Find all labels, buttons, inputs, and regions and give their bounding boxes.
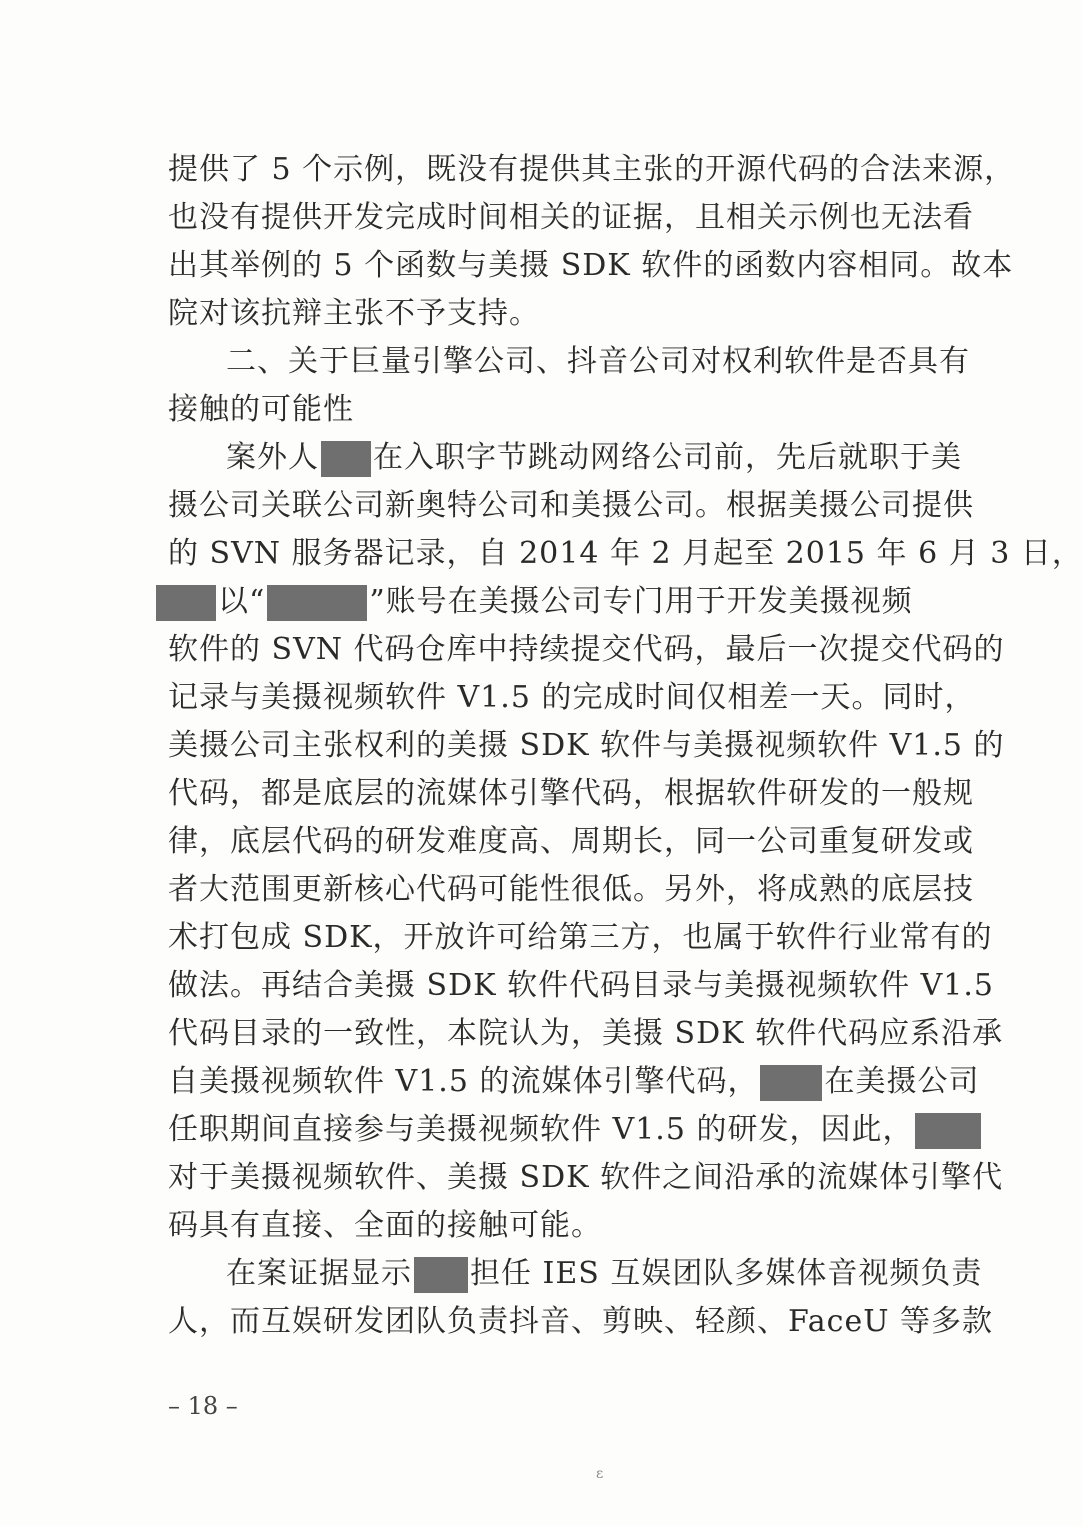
text-line: 律，底层代码的研发难度高、周期长，同一公司重复研发或	[168, 824, 974, 859]
text-line	[226, 1250, 983, 1298]
text-line: 术打包成 SDK，开放许可给第三方，也属于软件行业常有的	[168, 920, 993, 955]
text-line: 也没有提供开发完成时间相关的证据，且相关示例也无法看	[168, 200, 974, 235]
text-fragment: 担任 IES 互娱团队多媒体音视频负责	[470, 1256, 983, 1291]
section-heading-cont: 接触的可能性	[168, 392, 354, 427]
text-line: 院对该抗辩主张不予支持。	[168, 296, 540, 331]
page-number: – 18 –	[168, 1392, 238, 1420]
redaction-box	[414, 1257, 468, 1293]
text-fragment: 在案证据显示	[226, 1256, 412, 1291]
section-heading: 二、关于巨量引擎公司、抖音公司对权利软件是否具有	[226, 344, 970, 379]
text-line: 的 SVN 服务器记录，自 2014 年 2 月起至 2015 年 6 月 3 日，	[168, 536, 1083, 571]
text-line: 代码，都是底层的流媒体引擎代码，根据软件研发的一般规	[168, 776, 974, 811]
redaction-box	[760, 1065, 822, 1101]
text-fragment: 任职期间直接参与美摄视频软件 V1.5 的研发，因此，	[168, 1112, 914, 1147]
text-fragment: 自美摄视频软件 V1.5 的流媒体引擎代码，	[168, 1064, 759, 1099]
text-line: 人，而互娱研发团队负责抖音、剪映、轻颜、FaceU 等多款	[168, 1304, 994, 1339]
redaction-box	[915, 1113, 981, 1149]
text-fragment: 在美摄公司	[824, 1064, 980, 1099]
redaction-box	[321, 441, 371, 477]
bottom-mark: ɛ	[596, 1466, 604, 1482]
redaction-box	[156, 585, 216, 621]
text-line: 者大范围更新核心代码可能性很低。另外，将成熟的底层技	[168, 872, 974, 907]
text-line: 出其举例的 5 个函数与美摄 SDK 软件的函数内容相同。故本	[168, 248, 1014, 283]
text-fragment: 在入职字节跳动网络公司前，先后就职于美	[373, 440, 962, 475]
text-line: 记录与美摄视频软件 V1.5 的完成时间仅相差一天。同时，	[168, 680, 976, 715]
text-fragment: 以“	[218, 584, 266, 619]
text-line: 代码目录的一致性，本院认为，美摄 SDK 软件代码应系沿承	[168, 1016, 1004, 1051]
text-fragment: 案外人	[226, 440, 319, 475]
text-line	[168, 1058, 980, 1106]
text-line: 码具有直接、全面的接触可能。	[168, 1208, 602, 1243]
text-line: 软件的 SVN 代码仓库中持续提交代码，最后一次提交代码的	[168, 632, 1005, 667]
text-line: 美摄公司主张权利的美摄 SDK 软件与美摄视频软件 V1.5 的	[168, 728, 1005, 763]
text-line: 对于美摄视频软件、美摄 SDK 软件之间沿承的流媒体引擎代	[168, 1160, 1004, 1195]
text-line	[168, 1106, 914, 1154]
text-line	[168, 578, 913, 626]
text-line	[226, 434, 962, 482]
text-fragment: ”账号在美摄公司专门用于开发美摄视频	[369, 584, 913, 619]
text-line: 做法。再结合美摄 SDK 软件代码目录与美摄视频软件 V1.5	[168, 968, 994, 1003]
text-line: 摄公司关联公司新奥特公司和美摄公司。根据美摄公司提供	[168, 488, 974, 523]
redaction-box	[267, 585, 367, 621]
text-line: 提供了 5 个示例，既没有提供其主张的开源代码的合法来源，	[168, 152, 1016, 187]
